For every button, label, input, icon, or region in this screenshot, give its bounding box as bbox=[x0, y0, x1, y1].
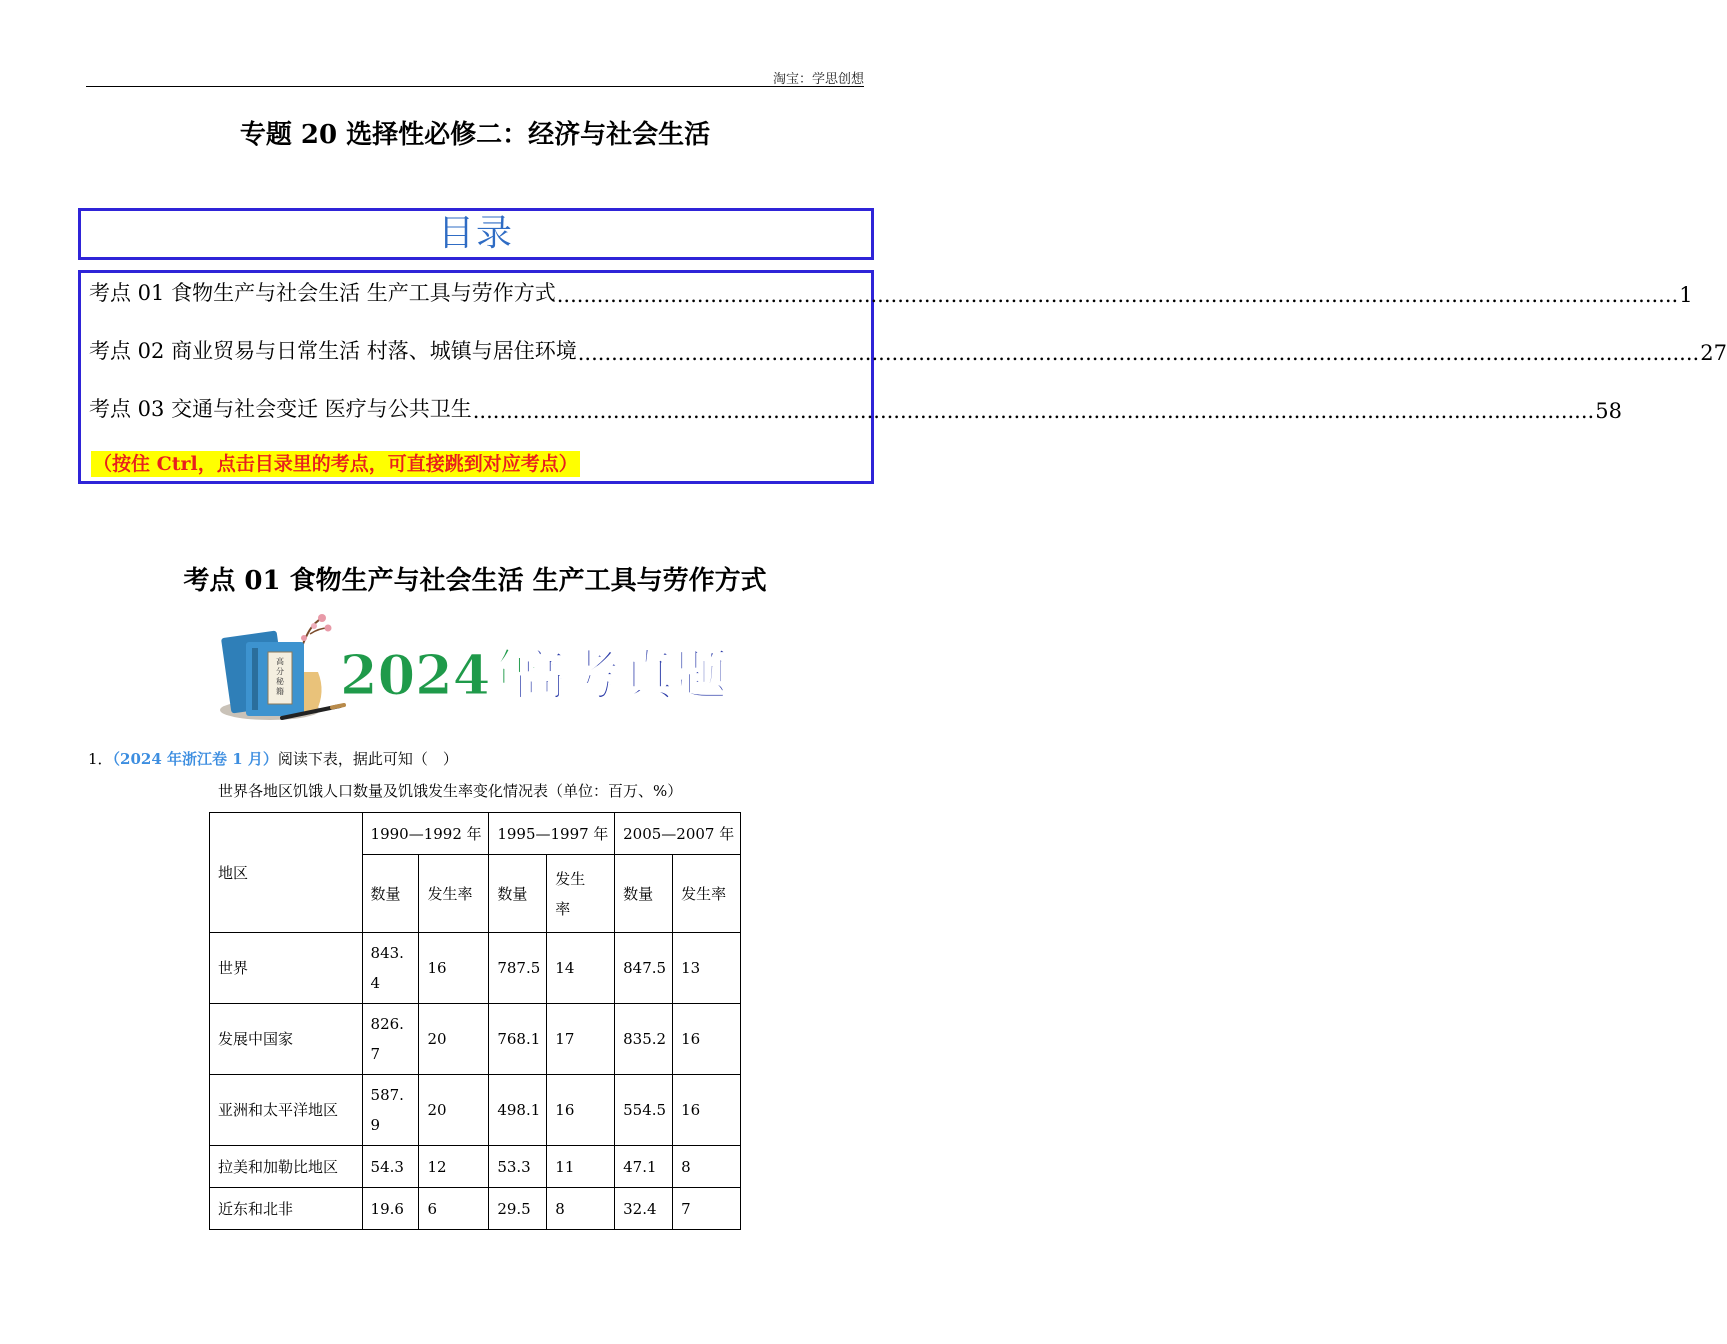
region-cell: 亚洲和太平洋地区 bbox=[210, 1075, 363, 1146]
question-1 bbox=[88, 748, 458, 769]
region-cell: 近东和北非 bbox=[210, 1188, 363, 1230]
region-cell: 发展中国家 bbox=[210, 1004, 363, 1075]
sub-header: 发生率 bbox=[419, 855, 489, 933]
banner-year-text: 2024年 bbox=[340, 643, 545, 707]
hunger-data-table bbox=[209, 812, 741, 1230]
header-shop-label: 淘宝：学思创想 bbox=[772, 72, 864, 87]
sub-header: 发生率 bbox=[673, 855, 741, 933]
sub-header: 数量 bbox=[362, 855, 419, 933]
region-header: 地区 bbox=[210, 813, 363, 933]
toc-heading-box bbox=[78, 208, 874, 260]
value-cell: 29.5 bbox=[489, 1188, 547, 1230]
table-of-contents bbox=[78, 270, 1727, 484]
section-title: 考点 01 食物生产与社会生活 生产工具与劳作方式 bbox=[183, 566, 767, 596]
value-cell: 47.1 bbox=[615, 1146, 673, 1188]
value-cell: 835.2 bbox=[615, 1004, 673, 1075]
value-cell: 16 bbox=[547, 1075, 615, 1146]
toc-item-label: 考点 02 商业贸易与日常生活 村落、城镇与居住环境 bbox=[89, 339, 577, 363]
value-cell: 17 bbox=[547, 1004, 615, 1075]
toc-leader-dots: ........................................................................................................................................................................ bbox=[472, 399, 1595, 423]
value-cell: 14 bbox=[547, 933, 615, 1004]
value-cell: 20 bbox=[419, 1004, 489, 1075]
value-cell: 587. 9 bbox=[362, 1075, 419, 1146]
value-cell: 498.1 bbox=[489, 1075, 547, 1146]
value-cell: 54.3 bbox=[362, 1146, 419, 1188]
value-cell: 16 bbox=[673, 1075, 741, 1146]
toc-item-page: 1 bbox=[1679, 283, 1693, 307]
table-caption: 世界各地区饥饿人口数量及饥饿发生率变化情况表（单位：百万、%） bbox=[218, 782, 683, 800]
toc-item-page: 58 bbox=[1595, 399, 1622, 423]
region-cell: 世界 bbox=[210, 933, 363, 1004]
value-cell: 20 bbox=[419, 1075, 489, 1146]
value-cell: 19.6 bbox=[362, 1188, 419, 1230]
value-cell: 16 bbox=[673, 1004, 741, 1075]
sub-header: 发生 率 bbox=[547, 855, 615, 933]
value-cell: 554.5 bbox=[615, 1075, 673, 1146]
question-source: （2024 年浙江卷 1 月） bbox=[112, 750, 278, 768]
toc-link-3[interactable] bbox=[89, 393, 1622, 423]
toc-item-label: 考点 01 食物生产与社会生活 生产工具与劳作方式 bbox=[89, 281, 556, 305]
value-cell: 11 bbox=[547, 1146, 615, 1188]
question-stem: 阅读下表，据此可知（ ） bbox=[277, 750, 458, 768]
sub-header: 数量 bbox=[615, 855, 673, 933]
table-row bbox=[210, 1146, 741, 1188]
region-cell: 拉美和加勒比地区 bbox=[210, 1146, 363, 1188]
table-row bbox=[210, 1004, 741, 1075]
value-cell: 53.3 bbox=[489, 1146, 547, 1188]
value-cell: 768.1 bbox=[489, 1004, 547, 1075]
value-cell: 8 bbox=[547, 1188, 615, 1230]
value-cell: 7 bbox=[673, 1188, 741, 1230]
sub-header: 数量 bbox=[489, 855, 547, 933]
value-cell: 16 bbox=[419, 933, 489, 1004]
table-row bbox=[210, 1188, 741, 1230]
table-row bbox=[210, 933, 741, 1004]
table-row bbox=[210, 1075, 741, 1146]
value-cell: 787.5 bbox=[489, 933, 547, 1004]
value-cell: 826. 7 bbox=[362, 1004, 419, 1075]
toc-item-label: 考点 03 交通与社会变迁 医疗与公共卫生 bbox=[89, 397, 472, 421]
toc-item-page: 27 bbox=[1700, 341, 1727, 365]
toc-link-1[interactable] bbox=[89, 277, 1693, 307]
value-cell: 32.4 bbox=[615, 1188, 673, 1230]
exam-banner bbox=[212, 612, 742, 727]
header-rule bbox=[86, 86, 864, 87]
value-cell: 8 bbox=[673, 1146, 741, 1188]
banner-title-text: 高考真题 bbox=[512, 643, 728, 707]
value-cell: 13 bbox=[673, 933, 741, 1004]
period-header: 2005—2007 年 bbox=[615, 813, 741, 855]
book-label: 高分秘籍 bbox=[276, 657, 284, 696]
toc-leader-dots: ........................................................................................................................................................................ bbox=[577, 341, 1700, 365]
value-cell: 847.5 bbox=[615, 933, 673, 1004]
toc-heading: 目录 bbox=[437, 213, 514, 254]
question-number: 1． bbox=[88, 750, 113, 768]
toc-hint-note: （按住 Ctrl，点击目录里的考点，可直接跳到对应考点） bbox=[93, 453, 578, 475]
period-header: 1990—1992 年 bbox=[362, 813, 489, 855]
toc-leader-dots: ........................................................................................................................................................................ bbox=[556, 283, 1679, 307]
value-cell: 12 bbox=[419, 1146, 489, 1188]
value-cell: 6 bbox=[419, 1188, 489, 1230]
period-header: 1995—1997 年 bbox=[489, 813, 615, 855]
document-title: 专题 20 选择性必修二：经济与社会生活 bbox=[239, 120, 711, 150]
value-cell: 843. 4 bbox=[362, 933, 419, 1004]
toc-link-2[interactable] bbox=[89, 335, 1727, 365]
